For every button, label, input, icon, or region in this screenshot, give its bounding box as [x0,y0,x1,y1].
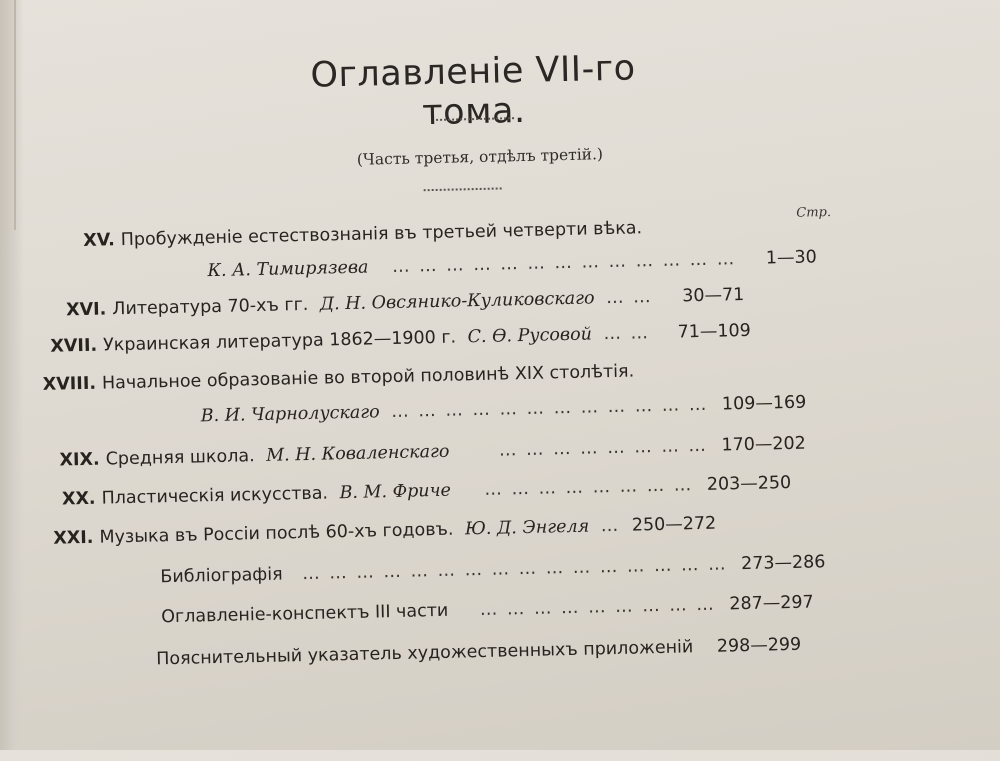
toc-entry-pages: 273—286 [740,552,826,575]
toc-entry-pages: 287—297 [729,592,814,615]
toc-entry-author: Д. Н. Овсянико-Куликовскаго [319,288,595,315]
toc-entry-pages: 250—272 [631,513,717,536]
leader-dots: … … … … … … … … … … … … [391,394,709,423]
toc-entry-title: Средняя школа. [105,446,255,470]
toc-entry-pages: 298—299 [716,634,802,657]
toc-entry-xv [57,218,643,251]
toc-entry-number: XV. [83,230,115,251]
toc-entry-pages: 30—71 [682,284,745,307]
toc-entry-author: В. И. Чарнолускаго [200,402,380,427]
toc-entry-xix [41,434,806,471]
toc-entry-xv-author-line [207,247,817,281]
toc-entry-title: Музыка въ Россіи послѣ 60-хъ годовъ. [99,519,454,548]
page-subtitle: (Часть третья, отдѣлъ третій.) [356,145,604,169]
toc-entry-bibliography [160,552,826,587]
toc-entry-title: Пластическія искусства. [101,483,329,509]
subtitle-ornament-rule [424,187,502,191]
toc-entry-pages: 1—30 [765,247,817,269]
leader-dots: … … … … … … … … [484,475,694,500]
toc-entry-pages: 109—169 [721,392,807,415]
toc-entry-number: XIX. [59,449,100,471]
toc-entry-number: XX. [61,488,96,510]
page-column-header: Стр. [796,204,832,221]
toc-entry-author: М. Н. Коваленскаго [266,441,450,466]
leader-dots: … … [603,323,651,345]
toc-entry-xvii [39,321,751,357]
toc-entry-author: С. Ѳ. Русовой [467,324,593,348]
toc-entry-author: Ю. Д. Энгеля [464,516,590,540]
toc-entry-xx [37,473,791,510]
toc-entry-illustrations-index [156,635,801,670]
toc-entry-xviii [38,362,635,396]
toc-entry-number: XXI. [53,527,94,549]
toc-entry-title: Пояснительный указатель художественныхъ приложеній [156,637,694,670]
leader-dots: … … … … … … … … [498,435,709,461]
toc-entry-title: Оглавленіе-конспектъ III части [161,600,449,628]
toc-entry-author: В. М. Фриче [339,480,452,504]
toc-entry-xviii-author-line [201,393,807,427]
toc-entry-xvi [48,285,744,321]
leader-dots: … … … … … … … … … … … … … … … … [302,554,728,585]
toc-entry-title: Украинская литература 1862—1900 г. [102,327,457,356]
toc-entry-title: Литература 70-хъ гг. [112,294,309,320]
leader-dots: … … [605,287,653,309]
toc-entry-pages: 203—250 [706,472,792,495]
toc-entry-pages: 71—109 [677,320,751,343]
leader-dots: … … … … … … … … … … … … … [391,249,737,277]
toc-entry-conspectus [161,592,814,627]
toc-entry-number: XVI. [65,299,107,321]
toc-entry-pages: 170—202 [721,433,807,456]
toc-entry-title: Начальное образованіе во второй половинѣ XIX столѣтія. [101,361,635,394]
toc-entry-author: К. А. Тимирязева [207,257,369,282]
leader-dots: … [600,515,621,537]
toc-entry-title: Библіографія [160,564,283,588]
toc-entry-number: XVIII. [42,373,97,395]
toc-entry-title: Пробужденіе естествознанія въ третьей четверти вѣка. [120,218,643,251]
page-title: Оглавленіе VII-го тома. [310,48,636,134]
toc-entry-xxi [35,514,716,549]
toc-entry-number: XVII. [50,335,98,357]
leader-dots: … … … … … … … … … [479,594,717,621]
